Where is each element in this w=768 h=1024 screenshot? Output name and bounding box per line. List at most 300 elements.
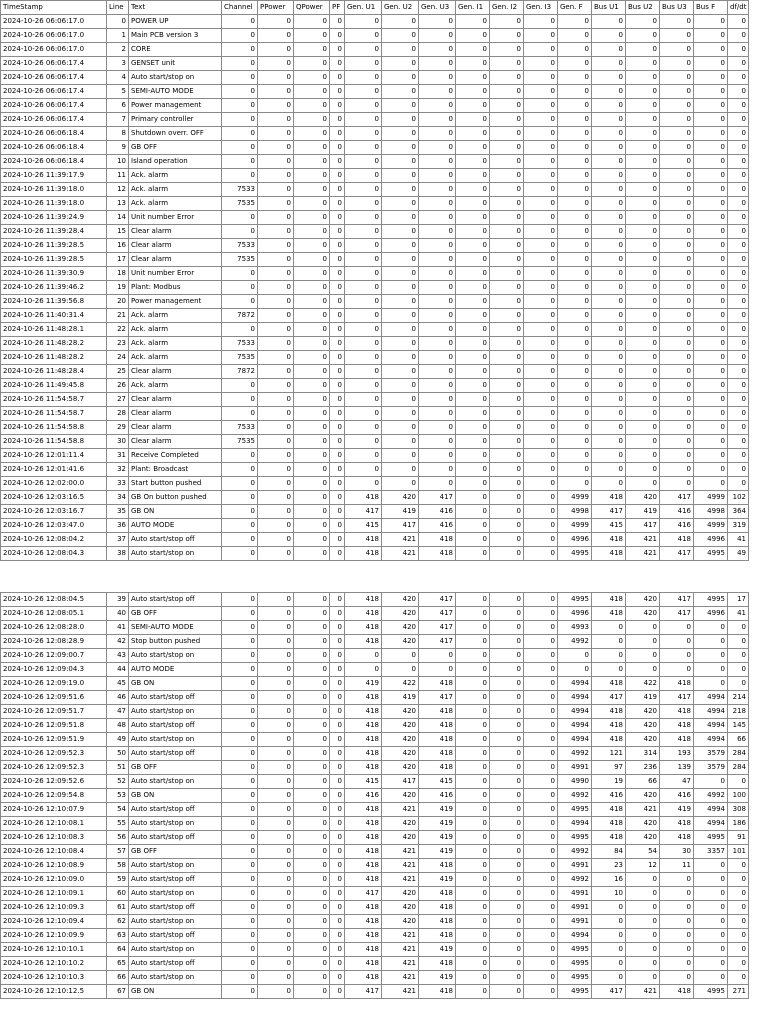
cell-qpower: 0 xyxy=(294,719,330,733)
cell-timestamp: 2024-10-26 12:08:28.0 xyxy=(1,621,107,635)
cell-text: Ack. alarm xyxy=(129,183,222,197)
cell-bus-u1: 0 xyxy=(592,141,626,155)
cell-timestamp: 2024-10-26 06:06:17.4 xyxy=(1,85,107,99)
event-log-table-bottom xyxy=(0,592,749,999)
cell-dfdt: 0 xyxy=(728,127,749,141)
cell-text: Auto start/stop on xyxy=(129,71,222,85)
cell-bus-u1: 0 xyxy=(592,435,626,449)
cell-pf: 0 xyxy=(330,225,345,239)
cell-timestamp: 2024-10-26 12:10:10.1 xyxy=(1,943,107,957)
cell-bus-u1: 418 xyxy=(592,817,626,831)
cell-gen-f: 4999 xyxy=(558,491,592,505)
cell-bus-u1: 0 xyxy=(592,15,626,29)
cell-pf: 0 xyxy=(330,691,345,705)
table-row xyxy=(1,901,749,915)
cell-line: 7 xyxy=(107,113,129,127)
cell-line: 39 xyxy=(107,593,129,607)
cell-gen-i2: 0 xyxy=(490,519,524,533)
cell-dfdt: 0 xyxy=(728,887,749,901)
cell-gen-u2: 421 xyxy=(382,943,419,957)
cell-bus-u2: 0 xyxy=(626,295,660,309)
cell-bus-u2: 420 xyxy=(626,491,660,505)
cell-dfdt: 0 xyxy=(728,351,749,365)
cell-ppower: 0 xyxy=(258,393,294,407)
cell-gen-u2: 420 xyxy=(382,901,419,915)
cell-gen-u3: 419 xyxy=(419,817,456,831)
table-row xyxy=(1,533,749,547)
table-row xyxy=(1,85,749,99)
cell-bus-u3: 139 xyxy=(660,761,694,775)
cell-bus-u1: 19 xyxy=(592,775,626,789)
cell-line: 34 xyxy=(107,491,129,505)
table-row xyxy=(1,463,749,477)
cell-gen-i2: 0 xyxy=(490,113,524,127)
table-row xyxy=(1,621,749,635)
cell-bus-f: 0 xyxy=(694,127,728,141)
cell-gen-u1: 418 xyxy=(345,831,382,845)
cell-ppower: 0 xyxy=(258,519,294,533)
cell-bus-u1: 0 xyxy=(592,309,626,323)
cell-gen-u1: 417 xyxy=(345,985,382,999)
cell-gen-i1: 0 xyxy=(456,533,490,547)
cell-qpower: 0 xyxy=(294,239,330,253)
cell-gen-u3: 419 xyxy=(419,831,456,845)
cell-text: Auto start/stop off xyxy=(129,901,222,915)
table-row xyxy=(1,253,749,267)
cell-gen-u1: 418 xyxy=(345,929,382,943)
cell-gen-f: 4994 xyxy=(558,677,592,691)
cell-text: Ack. alarm xyxy=(129,337,222,351)
cell-timestamp: 2024-10-26 11:39:56.8 xyxy=(1,295,107,309)
cell-bus-u2: 0 xyxy=(626,957,660,971)
header-pf: PF xyxy=(330,1,345,15)
cell-bus-f: 4998 xyxy=(694,505,728,519)
cell-ppower: 0 xyxy=(258,281,294,295)
cell-channel: 0 xyxy=(222,295,258,309)
cell-gen-i1: 0 xyxy=(456,323,490,337)
cell-bus-f: 0 xyxy=(694,141,728,155)
cell-bus-u3: 0 xyxy=(660,141,694,155)
cell-ppower: 0 xyxy=(258,197,294,211)
cell-gen-f: 4994 xyxy=(558,817,592,831)
cell-bus-f: 0 xyxy=(694,43,728,57)
cell-gen-u1: 418 xyxy=(345,733,382,747)
cell-gen-u2: 0 xyxy=(382,155,419,169)
cell-gen-f: 4995 xyxy=(558,985,592,999)
cell-bus-u2: 420 xyxy=(626,705,660,719)
cell-timestamp: 2024-10-26 12:08:04.5 xyxy=(1,593,107,607)
cell-text: Clear alarm xyxy=(129,393,222,407)
cell-qpower: 0 xyxy=(294,873,330,887)
cell-gen-u2: 0 xyxy=(382,421,419,435)
cell-gen-u3: 0 xyxy=(419,211,456,225)
cell-timestamp: 2024-10-26 12:09:51.9 xyxy=(1,733,107,747)
cell-channel: 7533 xyxy=(222,183,258,197)
cell-gen-u2: 0 xyxy=(382,463,419,477)
cell-bus-u1: 0 xyxy=(592,211,626,225)
cell-ppower: 0 xyxy=(258,351,294,365)
cell-line: 19 xyxy=(107,281,129,295)
cell-channel: 0 xyxy=(222,817,258,831)
cell-gen-i3: 0 xyxy=(524,635,558,649)
cell-gen-u3: 417 xyxy=(419,635,456,649)
cell-bus-f: 0 xyxy=(694,621,728,635)
cell-ppower: 0 xyxy=(258,57,294,71)
cell-bus-u1: 0 xyxy=(592,635,626,649)
cell-line: 30 xyxy=(107,435,129,449)
cell-gen-u1: 0 xyxy=(345,99,382,113)
table-row xyxy=(1,99,749,113)
cell-gen-f: 0 xyxy=(558,57,592,71)
cell-gen-u3: 0 xyxy=(419,15,456,29)
cell-bus-u2: 0 xyxy=(626,621,660,635)
cell-gen-u1: 0 xyxy=(345,379,382,393)
cell-timestamp: 2024-10-26 11:39:18.0 xyxy=(1,183,107,197)
cell-bus-u2: 417 xyxy=(626,519,660,533)
cell-bus-f: 4992 xyxy=(694,789,728,803)
cell-dfdt: 0 xyxy=(728,29,749,43)
cell-bus-f: 4994 xyxy=(694,803,728,817)
cell-dfdt: 0 xyxy=(728,267,749,281)
cell-gen-u2: 0 xyxy=(382,379,419,393)
cell-gen-u1: 0 xyxy=(345,463,382,477)
cell-bus-u1: 0 xyxy=(592,929,626,943)
cell-text: POWER UP xyxy=(129,15,222,29)
cell-bus-f: 0 xyxy=(694,929,728,943)
cell-qpower: 0 xyxy=(294,127,330,141)
cell-gen-i3: 0 xyxy=(524,761,558,775)
cell-qpower: 0 xyxy=(294,761,330,775)
cell-channel: 0 xyxy=(222,985,258,999)
cell-qpower: 0 xyxy=(294,155,330,169)
cell-bus-u2: 0 xyxy=(626,323,660,337)
cell-timestamp: 2024-10-26 12:10:09.1 xyxy=(1,887,107,901)
cell-bus-u2: 420 xyxy=(626,831,660,845)
cell-bus-f: 0 xyxy=(694,99,728,113)
cell-gen-f: 0 xyxy=(558,337,592,351)
cell-gen-i2: 0 xyxy=(490,253,524,267)
cell-ppower: 0 xyxy=(258,817,294,831)
cell-bus-u1: 16 xyxy=(592,873,626,887)
cell-bus-u1: 0 xyxy=(592,253,626,267)
cell-text: AUTO MODE xyxy=(129,519,222,533)
cell-bus-u2: 421 xyxy=(626,547,660,561)
cell-qpower: 0 xyxy=(294,449,330,463)
cell-bus-f: 4994 xyxy=(694,719,728,733)
cell-qpower: 0 xyxy=(294,691,330,705)
cell-line: 38 xyxy=(107,547,129,561)
cell-gen-i3: 0 xyxy=(524,677,558,691)
cell-bus-f: 3579 xyxy=(694,761,728,775)
cell-bus-u3: 417 xyxy=(660,593,694,607)
cell-bus-u3: 418 xyxy=(660,733,694,747)
cell-gen-u2: 0 xyxy=(382,43,419,57)
cell-channel: 0 xyxy=(222,705,258,719)
cell-gen-u2: 420 xyxy=(382,761,419,775)
cell-gen-u1: 418 xyxy=(345,971,382,985)
cell-gen-i3: 0 xyxy=(524,29,558,43)
cell-bus-f: 0 xyxy=(694,663,728,677)
cell-gen-i3: 0 xyxy=(524,663,558,677)
cell-channel: 0 xyxy=(222,281,258,295)
cell-timestamp: 2024-10-26 12:10:09.0 xyxy=(1,873,107,887)
cell-gen-f: 4994 xyxy=(558,705,592,719)
table-row xyxy=(1,407,749,421)
cell-pf: 0 xyxy=(330,57,345,71)
cell-qpower: 0 xyxy=(294,71,330,85)
cell-dfdt: 66 xyxy=(728,733,749,747)
cell-bus-u3: 419 xyxy=(660,803,694,817)
cell-gen-i3: 0 xyxy=(524,957,558,971)
cell-channel: 0 xyxy=(222,649,258,663)
cell-pf: 0 xyxy=(330,873,345,887)
cell-bus-f: 0 xyxy=(694,323,728,337)
cell-gen-u2: 0 xyxy=(382,29,419,43)
cell-ppower: 0 xyxy=(258,239,294,253)
cell-gen-u1: 418 xyxy=(345,873,382,887)
cell-timestamp: 2024-10-26 11:54:58.8 xyxy=(1,421,107,435)
cell-qpower: 0 xyxy=(294,887,330,901)
cell-gen-i1: 0 xyxy=(456,351,490,365)
cell-line: 44 xyxy=(107,663,129,677)
cell-gen-i1: 0 xyxy=(456,803,490,817)
cell-timestamp: 2024-10-26 11:39:30.9 xyxy=(1,267,107,281)
cell-gen-u3: 418 xyxy=(419,533,456,547)
cell-gen-f: 0 xyxy=(558,351,592,365)
cell-gen-u2: 0 xyxy=(382,351,419,365)
cell-gen-f: 4992 xyxy=(558,747,592,761)
cell-bus-u2: 420 xyxy=(626,733,660,747)
cell-bus-u2: 0 xyxy=(626,281,660,295)
cell-timestamp: 2024-10-26 12:08:04.3 xyxy=(1,547,107,561)
cell-gen-u2: 420 xyxy=(382,719,419,733)
cell-gen-u1: 0 xyxy=(345,281,382,295)
cell-gen-i2: 0 xyxy=(490,747,524,761)
cell-bus-u1: 416 xyxy=(592,789,626,803)
table-row xyxy=(1,225,749,239)
cell-bus-u3: 0 xyxy=(660,971,694,985)
cell-gen-u1: 0 xyxy=(345,29,382,43)
cell-gen-f: 0 xyxy=(558,113,592,127)
cell-bus-u2: 0 xyxy=(626,239,660,253)
cell-bus-u3: 0 xyxy=(660,887,694,901)
cell-gen-f: 4995 xyxy=(558,593,592,607)
header-row xyxy=(1,1,749,15)
cell-bus-f: 0 xyxy=(694,649,728,663)
cell-gen-u2: 0 xyxy=(382,211,419,225)
cell-text: Shutdown overr. OFF xyxy=(129,127,222,141)
cell-gen-f: 4992 xyxy=(558,789,592,803)
cell-dfdt: 0 xyxy=(728,211,749,225)
header-text: Text xyxy=(129,1,222,15)
cell-line: 58 xyxy=(107,859,129,873)
cell-timestamp: 2024-10-26 12:02:00.0 xyxy=(1,477,107,491)
cell-gen-i2: 0 xyxy=(490,547,524,561)
cell-bus-u3: 0 xyxy=(660,351,694,365)
cell-line: 65 xyxy=(107,957,129,971)
cell-gen-u1: 418 xyxy=(345,747,382,761)
cell-gen-i3: 0 xyxy=(524,971,558,985)
cell-bus-u1: 0 xyxy=(592,113,626,127)
cell-gen-u1: 418 xyxy=(345,719,382,733)
cell-dfdt: 364 xyxy=(728,505,749,519)
cell-bus-u2: 0 xyxy=(626,887,660,901)
cell-channel: 7533 xyxy=(222,421,258,435)
cell-line: 67 xyxy=(107,985,129,999)
cell-gen-u3: 418 xyxy=(419,957,456,971)
cell-bus-u2: 12 xyxy=(626,859,660,873)
cell-gen-i2: 0 xyxy=(490,435,524,449)
cell-bus-u3: 0 xyxy=(660,365,694,379)
cell-timestamp: 2024-10-26 12:10:09.9 xyxy=(1,929,107,943)
cell-gen-u3: 0 xyxy=(419,309,456,323)
cell-gen-u1: 418 xyxy=(345,691,382,705)
cell-gen-i1: 0 xyxy=(456,593,490,607)
cell-bus-f: 4994 xyxy=(694,817,728,831)
cell-pf: 0 xyxy=(330,761,345,775)
cell-gen-u2: 420 xyxy=(382,621,419,635)
cell-channel: 0 xyxy=(222,635,258,649)
cell-gen-i2: 0 xyxy=(490,803,524,817)
cell-gen-u3: 0 xyxy=(419,253,456,267)
cell-gen-u3: 417 xyxy=(419,593,456,607)
cell-ppower: 0 xyxy=(258,505,294,519)
cell-bus-f: 4995 xyxy=(694,547,728,561)
table-row xyxy=(1,15,749,29)
cell-gen-i3: 0 xyxy=(524,337,558,351)
cell-gen-i3: 0 xyxy=(524,169,558,183)
cell-pf: 0 xyxy=(330,393,345,407)
cell-gen-u3: 0 xyxy=(419,141,456,155)
cell-gen-u1: 0 xyxy=(345,169,382,183)
cell-line: 52 xyxy=(107,775,129,789)
cell-pf: 0 xyxy=(330,635,345,649)
cell-gen-i2: 0 xyxy=(490,43,524,57)
cell-line: 41 xyxy=(107,621,129,635)
table-row xyxy=(1,211,749,225)
cell-gen-u1: 415 xyxy=(345,519,382,533)
cell-gen-i1: 0 xyxy=(456,733,490,747)
cell-text: GB OFF xyxy=(129,761,222,775)
cell-gen-f: 0 xyxy=(558,85,592,99)
cell-pf: 0 xyxy=(330,943,345,957)
cell-text: Auto start/stop off xyxy=(129,593,222,607)
cell-timestamp: 2024-10-26 12:10:09.4 xyxy=(1,915,107,929)
cell-bus-u2: 0 xyxy=(626,915,660,929)
cell-dfdt: 0 xyxy=(728,621,749,635)
cell-channel: 0 xyxy=(222,463,258,477)
cell-bus-u2: 0 xyxy=(626,379,660,393)
cell-pf: 0 xyxy=(330,789,345,803)
cell-gen-i1: 0 xyxy=(456,379,490,393)
cell-timestamp: 2024-10-26 11:39:28.5 xyxy=(1,253,107,267)
cell-dfdt: 0 xyxy=(728,225,749,239)
cell-gen-u2: 420 xyxy=(382,733,419,747)
cell-text: Auto start/stop off xyxy=(129,747,222,761)
cell-qpower: 0 xyxy=(294,593,330,607)
cell-bus-u3: 0 xyxy=(660,225,694,239)
cell-gen-i3: 0 xyxy=(524,239,558,253)
cell-channel: 0 xyxy=(222,141,258,155)
cell-dfdt: 0 xyxy=(728,929,749,943)
cell-bus-u3: 0 xyxy=(660,915,694,929)
cell-bus-u1: 417 xyxy=(592,985,626,999)
cell-gen-u3: 415 xyxy=(419,775,456,789)
table-row xyxy=(1,113,749,127)
cell-gen-i1: 0 xyxy=(456,635,490,649)
cell-gen-i1: 0 xyxy=(456,435,490,449)
cell-gen-u2: 421 xyxy=(382,859,419,873)
cell-bus-f: 0 xyxy=(694,365,728,379)
cell-bus-u3: 0 xyxy=(660,435,694,449)
cell-line: 62 xyxy=(107,915,129,929)
cell-timestamp: 2024-10-26 11:39:28.5 xyxy=(1,239,107,253)
cell-bus-f: 0 xyxy=(694,463,728,477)
cell-gen-i2: 0 xyxy=(490,477,524,491)
cell-gen-u3: 0 xyxy=(419,477,456,491)
cell-bus-u1: 0 xyxy=(592,57,626,71)
cell-bus-f: 0 xyxy=(694,477,728,491)
cell-gen-u2: 421 xyxy=(382,929,419,943)
cell-qpower: 0 xyxy=(294,519,330,533)
cell-gen-i2: 0 xyxy=(490,323,524,337)
cell-gen-f: 4991 xyxy=(558,901,592,915)
cell-line: 47 xyxy=(107,705,129,719)
cell-qpower: 0 xyxy=(294,635,330,649)
cell-gen-f: 4995 xyxy=(558,971,592,985)
cell-bus-u1: 415 xyxy=(592,519,626,533)
cell-line: 66 xyxy=(107,971,129,985)
cell-gen-u2: 0 xyxy=(382,309,419,323)
table-row xyxy=(1,733,749,747)
cell-gen-i3: 0 xyxy=(524,747,558,761)
cell-ppower: 0 xyxy=(258,71,294,85)
cell-gen-f: 0 xyxy=(558,127,592,141)
cell-line: 27 xyxy=(107,393,129,407)
cell-dfdt: 101 xyxy=(728,845,749,859)
cell-gen-u2: 420 xyxy=(382,831,419,845)
cell-pf: 0 xyxy=(330,547,345,561)
cell-bus-u2: 419 xyxy=(626,691,660,705)
cell-gen-u1: 0 xyxy=(345,351,382,365)
cell-line: 26 xyxy=(107,379,129,393)
cell-bus-u2: 420 xyxy=(626,607,660,621)
cell-text: Clear alarm xyxy=(129,435,222,449)
cell-pf: 0 xyxy=(330,29,345,43)
cell-gen-u2: 421 xyxy=(382,873,419,887)
header-gen-u1: Gen. U1 xyxy=(345,1,382,15)
cell-dfdt: 0 xyxy=(728,957,749,971)
cell-line: 8 xyxy=(107,127,129,141)
cell-gen-u1: 0 xyxy=(345,407,382,421)
cell-gen-i3: 0 xyxy=(524,197,558,211)
cell-gen-i2: 0 xyxy=(490,705,524,719)
cell-gen-u3: 0 xyxy=(419,267,456,281)
cell-pf: 0 xyxy=(330,505,345,519)
table-row xyxy=(1,379,749,393)
cell-pf: 0 xyxy=(330,239,345,253)
header-gen-u3: Gen. U3 xyxy=(419,1,456,15)
table-row xyxy=(1,281,749,295)
cell-gen-u3: 418 xyxy=(419,929,456,943)
cell-bus-f: 0 xyxy=(694,957,728,971)
cell-qpower: 0 xyxy=(294,309,330,323)
cell-line: 36 xyxy=(107,519,129,533)
cell-timestamp: 2024-10-26 11:39:28.4 xyxy=(1,225,107,239)
cell-gen-u1: 415 xyxy=(345,775,382,789)
cell-text: Auto start/stop on xyxy=(129,817,222,831)
cell-qpower: 0 xyxy=(294,915,330,929)
